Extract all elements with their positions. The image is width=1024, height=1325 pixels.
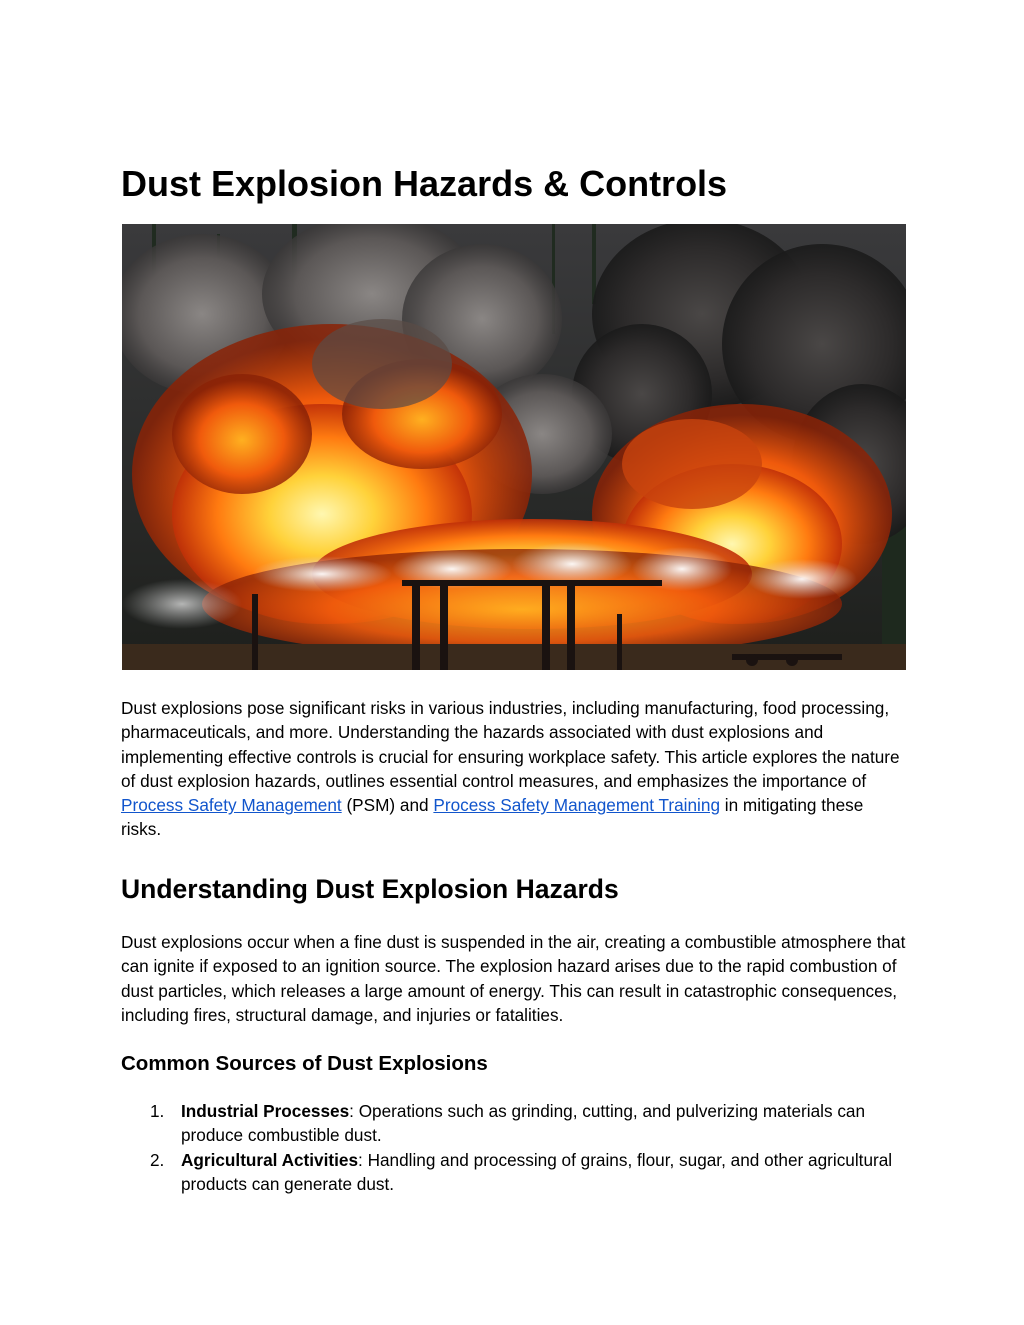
intro-text-after: in mitigating these risks. xyxy=(121,795,864,840)
sources-list xyxy=(121,1099,906,1196)
list-item xyxy=(121,1099,906,1148)
list-item xyxy=(121,1148,906,1197)
process-safety-management-link[interactable]: Process Safety Management xyxy=(121,795,342,816)
intro-text-middle: (PSM) and xyxy=(341,795,434,816)
intro-paragraph xyxy=(121,696,906,842)
process-safety-management-training-link[interactable]: Process Safety Management Training xyxy=(433,795,720,816)
section-heading-understanding: Understanding Dust Explosion Hazards xyxy=(121,874,619,904)
section-paragraph-understanding: Dust explosions occur when a fine dust is suspended in the air, creating a combustible atmosphere that can ignite if exposed to an ignition source. The explosion hazard arises due to the rapid combustion of dust particles, which releases a large amount of energy. This can result in catastrophic consequences, including fires, structural damage, and injuries or fatalities. xyxy=(121,932,906,1025)
list-item-text: : Handling and processing of grains, flour, sugar, and other agricultural products can generate dust. xyxy=(181,1149,893,1194)
list-item-number: 1. xyxy=(150,1101,165,1121)
list-item-term: Industrial Processes xyxy=(181,1101,350,1121)
list-item-term: Agricultural Activities xyxy=(181,1149,359,1170)
subsection-heading-common-sources: Common Sources of Dust Explosions xyxy=(121,1052,488,1075)
explosion-image xyxy=(122,224,906,670)
page-title: Dust Explosion Hazards & Controls xyxy=(121,163,728,204)
list-item-text: : Operations such as grinding, cutting, and pulverizing materials can produce combustible dust. xyxy=(181,1101,866,1146)
list-item-number: 2. xyxy=(150,1149,165,1170)
intro-text-before: Dust explosions pose significant risks in various industries, including manufacturing, food processing, pharmaceuticals, and more. Understanding the hazards associated with dust explosions and implementing effective controls is crucial for ensuring workplace safety. This article explores the nature of dust explosion hazards, outlines essential control measures, and emphasizes the importance of xyxy=(121,698,900,791)
